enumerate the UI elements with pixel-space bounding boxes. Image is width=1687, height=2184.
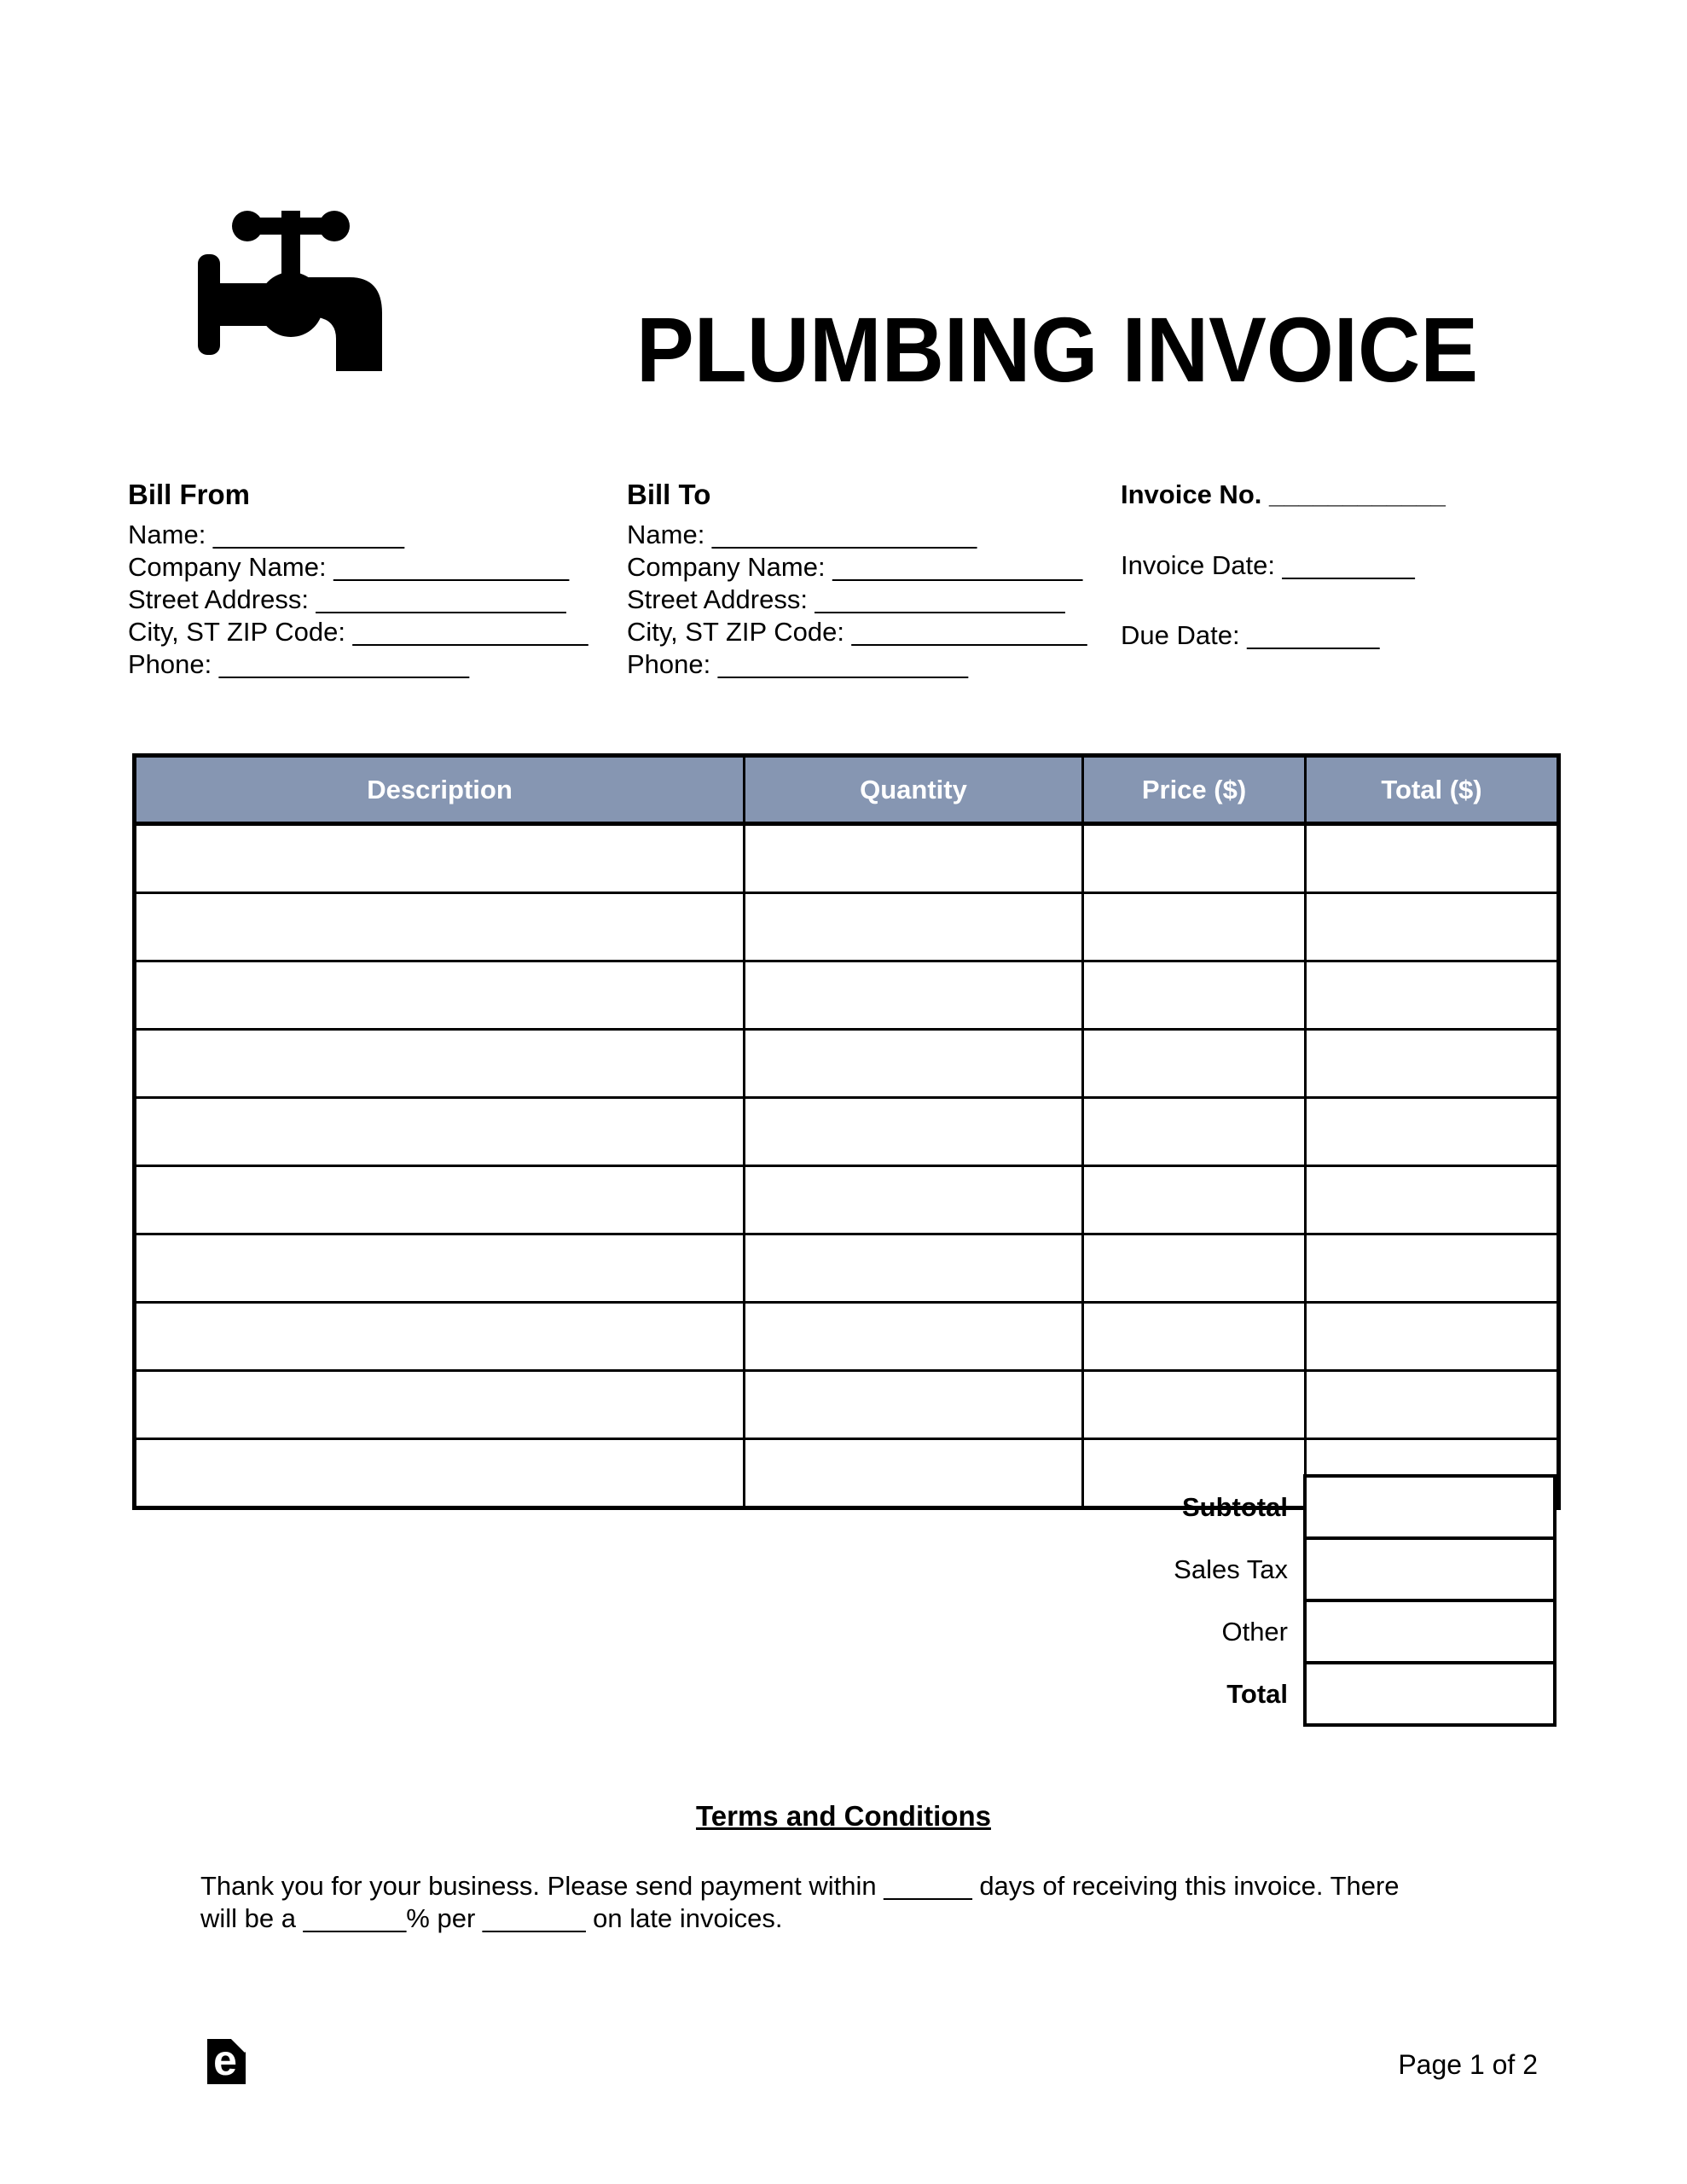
bill-to-street-field: Street Address: _________________ (627, 584, 1065, 614)
terms-line-2: will be a _______% per _______ on late invoices. (200, 1903, 783, 1933)
empty-item-cell (135, 1166, 745, 1234)
empty-item-cell (135, 1371, 745, 1439)
empty-item-cell (745, 1371, 1083, 1439)
bill-to-name-field: Name: __________________ (627, 520, 977, 549)
invoice-number-field: Invoice No. ____________ (1121, 479, 1446, 509)
empty-item-cell (1306, 893, 1559, 961)
column-header-price: Price ($) (1083, 756, 1306, 824)
empty-item-cell (1083, 1098, 1306, 1166)
empty-item-row (135, 1098, 1559, 1166)
bill-from-street-field: Street Address: _________________ (128, 584, 566, 614)
terms-paragraph (200, 1870, 1400, 1935)
empty-item-cell (1306, 1371, 1559, 1439)
empty-item-cell (1083, 893, 1306, 961)
empty-item-cell (1083, 961, 1306, 1030)
bill-from-phone-field: Phone: _________________ (128, 649, 469, 679)
table-header-row (135, 756, 1559, 824)
empty-item-row (135, 1234, 1559, 1303)
empty-item-cell (1306, 824, 1559, 893)
bill-from-city-field: City, ST ZIP Code: ________________ (128, 617, 588, 647)
empty-item-cell (745, 1098, 1083, 1166)
bill-to-heading: Bill To (627, 479, 711, 510)
empty-item-cell (1083, 1030, 1306, 1098)
empty-item-row (135, 1371, 1559, 1439)
total-label: Total (1226, 1678, 1288, 1709)
bill-from-section (128, 478, 588, 681)
terms-heading: Terms and Conditions (696, 1800, 991, 1832)
terms-line-1: Thank you for your business. Please send payment within ______ days of receiving this invoice. There (200, 1871, 1400, 1901)
empty-item-cell (135, 824, 745, 893)
empty-item-row (135, 1303, 1559, 1371)
empty-item-cell (135, 961, 745, 1030)
empty-item-row (135, 1166, 1559, 1234)
column-header-quantity: Quantity (745, 756, 1083, 824)
bill-to-section (627, 478, 1087, 681)
faucet-icon (198, 211, 384, 371)
empty-item-cell (1306, 1234, 1559, 1303)
empty-item-cell (1306, 961, 1559, 1030)
empty-item-cell (745, 1234, 1083, 1303)
other-label: Other (1221, 1616, 1288, 1647)
bill-to-company-field: Company Name: _________________ (627, 552, 1083, 582)
empty-item-cell (1306, 1098, 1559, 1166)
bill-to-phone-field: Phone: _________________ (627, 649, 968, 679)
eforms-logo-icon (207, 2039, 246, 2084)
other-value-box (1303, 1599, 1557, 1664)
empty-item-cell (135, 1030, 745, 1098)
empty-item-cell (1083, 1234, 1306, 1303)
empty-item-cell (135, 1303, 745, 1371)
empty-item-row (135, 961, 1559, 1030)
empty-item-cell (1083, 1303, 1306, 1371)
bill-from-company-field: Company Name: ________________ (128, 552, 570, 582)
empty-item-cell (1306, 1303, 1559, 1371)
sales-tax-value-box (1303, 1536, 1557, 1602)
empty-item-cell (745, 1030, 1083, 1098)
empty-item-cell (1306, 1030, 1559, 1098)
empty-item-cell (745, 961, 1083, 1030)
empty-item-cell (1083, 1371, 1306, 1439)
empty-item-cell (1306, 1166, 1559, 1234)
subtotal-label: Subtotal (1182, 1491, 1288, 1522)
svg-text:e: e (213, 2039, 237, 2084)
line-items-table (132, 753, 1561, 1510)
page-title: PLUMBING INVOICE (636, 298, 1479, 401)
bill-from-name-field: Name: _____________ (128, 520, 405, 549)
bill-to-city-field: City, ST ZIP Code: ________________ (627, 617, 1087, 647)
total-value-box (1303, 1661, 1557, 1727)
subtotal-value-box (1303, 1474, 1557, 1540)
empty-item-cell (135, 1234, 745, 1303)
empty-item-cell (745, 893, 1083, 961)
empty-item-cell (745, 824, 1083, 893)
bill-from-heading: Bill From (128, 479, 251, 510)
empty-item-row (135, 824, 1559, 893)
sales-tax-label: Sales Tax (1174, 1554, 1288, 1584)
column-header-description: Description (135, 756, 745, 824)
empty-item-row (135, 893, 1559, 961)
empty-item-row (135, 1030, 1559, 1098)
column-header-total: Total ($) (1306, 756, 1559, 824)
empty-item-cell (135, 893, 745, 961)
empty-item-cell (135, 1098, 745, 1166)
invoice-date-field: Invoice Date: _________ (1121, 550, 1415, 580)
empty-item-cell (745, 1303, 1083, 1371)
empty-item-cell (745, 1166, 1083, 1234)
page-number: Page 1 of 2 (1398, 2049, 1538, 2080)
empty-item-cell (1083, 824, 1306, 893)
due-date-field: Due Date: _________ (1121, 620, 1380, 650)
empty-item-cell (1083, 1166, 1306, 1234)
invoice-meta-section (1121, 478, 1446, 652)
